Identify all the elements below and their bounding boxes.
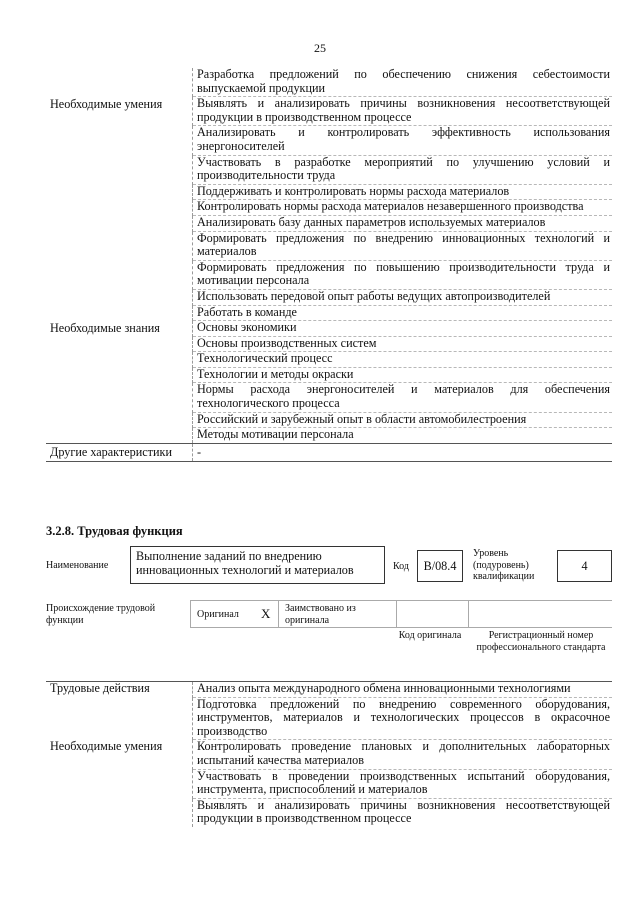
row-label (46, 383, 193, 412)
row-label (46, 336, 193, 352)
table-row (46, 200, 612, 216)
row-label-skills: Необходимые умения (46, 97, 193, 126)
row-text: Участвовать в проведении производственных испытаний оборудования, инструмента, приспособлений и материалов (193, 769, 613, 798)
function-name-box: Выполнение заданий по внедрению инновационных технологий и материалов (130, 546, 385, 584)
row-label (46, 126, 193, 155)
row-text: Участвовать в разработке мероприятий по улучшению условий и производительности труда (193, 155, 613, 184)
table-row (46, 289, 612, 305)
row-text: Анализировать и контролировать эффективность использования энергоносителей (193, 126, 613, 155)
row-label (46, 352, 193, 368)
borrowed-label: Заимствовано из оригинала (285, 603, 356, 626)
table-row (46, 126, 612, 155)
origin-row (190, 600, 612, 628)
table-row (46, 305, 612, 321)
row-text: Основы экономики (193, 321, 613, 337)
origin-borrowed-cell (278, 601, 396, 627)
row-text: Подготовка предложений по внедрению современного оборудования, инструментов, материалов и технологических процессов в окрасочное производство (193, 697, 613, 740)
table-row (46, 260, 612, 289)
row-text: Разработка предложений по обеспечению снижения себестоимости выпускаемой продукции (193, 68, 613, 97)
level-label: Уровень (подуровень) квалификации (473, 548, 535, 582)
table-row (46, 697, 612, 740)
page-number: 25 (314, 41, 326, 55)
row-text: Контролировать нормы расхода материалов незавершенного производства (193, 200, 613, 216)
table-row-other (46, 443, 612, 462)
row-label-skills: Необходимые умения (46, 740, 193, 769)
function-code-box: B/08.4 (417, 550, 463, 582)
table-row (46, 321, 612, 337)
table-row (46, 740, 612, 769)
row-label (46, 289, 193, 305)
row-text: Российский и зарубежный опыт в области автомобилестроения (193, 412, 613, 428)
row-text: Выявлять и анализировать причины возникновения несоответствующей продукции в производственном процессе (197, 797, 610, 826)
row-text: Методы мотивации персонала (197, 427, 354, 442)
requirements-table-continued (46, 68, 612, 462)
origin-original-cell (190, 601, 278, 627)
row-text: Формировать предложения по внедрению инновационных технологий и материалов (193, 231, 613, 260)
row-text: Контролировать проведение плановых и дополнительных лабораторных испытаний качества материалов (193, 740, 613, 769)
other-characteristics-label: Другие характеристики (46, 443, 193, 462)
row-label (46, 184, 193, 200)
row-label (46, 769, 193, 798)
table-row (46, 97, 612, 126)
section-title: 3.2.8. Трудовая функция (46, 524, 183, 538)
row-text: Анализ опыта международного обмена инновационными технологиями (193, 682, 613, 698)
row-text: Использовать передовой опыт работы ведущих автопроизводителей (193, 289, 613, 305)
table-row (46, 798, 612, 827)
code-original-label: Код оригинала (398, 630, 462, 641)
row-label (46, 697, 193, 740)
table-row (46, 215, 612, 231)
row-label-actions: Трудовые действия (46, 682, 193, 698)
row-label (46, 231, 193, 260)
row-label (46, 200, 193, 216)
table-row (46, 428, 612, 444)
row-label (46, 367, 193, 383)
table-row (46, 367, 612, 383)
table-row (46, 336, 612, 352)
row-label (46, 260, 193, 289)
table-row (46, 769, 612, 798)
row-label (46, 798, 193, 827)
name-label: Наименование (46, 560, 109, 571)
row-label (46, 305, 193, 321)
row-label (46, 428, 193, 444)
other-characteristics-value: - (193, 443, 613, 462)
row-label (46, 412, 193, 428)
table-row (46, 184, 612, 200)
table-row (46, 155, 612, 184)
origin-reg-cell (468, 601, 612, 627)
row-text: Технологии и методы окраски (193, 367, 613, 383)
origin-label: Происхождение трудовой функции (46, 603, 156, 626)
row-label (46, 155, 193, 184)
row-text: Анализировать базу данных параметров используемых материалов (193, 215, 613, 231)
table-row (46, 383, 612, 412)
original-mark: X (261, 606, 271, 621)
table-row (46, 352, 612, 368)
table-row (46, 412, 612, 428)
row-label (46, 68, 193, 97)
reg-number-label: Регистрационный номер профессионального стандарта (476, 630, 606, 653)
row-text: Выявлять и анализировать причины возникновения несоответствующей продукции в производственном процессе (193, 97, 613, 126)
table-row (46, 68, 612, 97)
row-text: Основы производственных систем (193, 336, 613, 352)
row-label-knowledge: Необходимые знания (46, 321, 193, 337)
qualification-level-box: 4 (557, 550, 612, 582)
original-label: Оригинал (197, 609, 239, 620)
row-text: Нормы расхода энергоносителей и материалов для обеспечения технологического процесса (193, 383, 613, 412)
row-text: Формировать предложения по повышению производительности труда и мотивации персонала (193, 260, 613, 289)
code-label: Код (393, 561, 409, 572)
origin-code-cell (396, 601, 468, 627)
table-row (46, 231, 612, 260)
row-text: Работать в команде (193, 305, 613, 321)
row-label (46, 215, 193, 231)
row-text: Поддерживать и контролировать нормы расхода материалов (193, 184, 613, 200)
table-row (46, 682, 612, 698)
row-text: Технологический процесс (193, 352, 613, 368)
function-details-table (46, 681, 612, 827)
